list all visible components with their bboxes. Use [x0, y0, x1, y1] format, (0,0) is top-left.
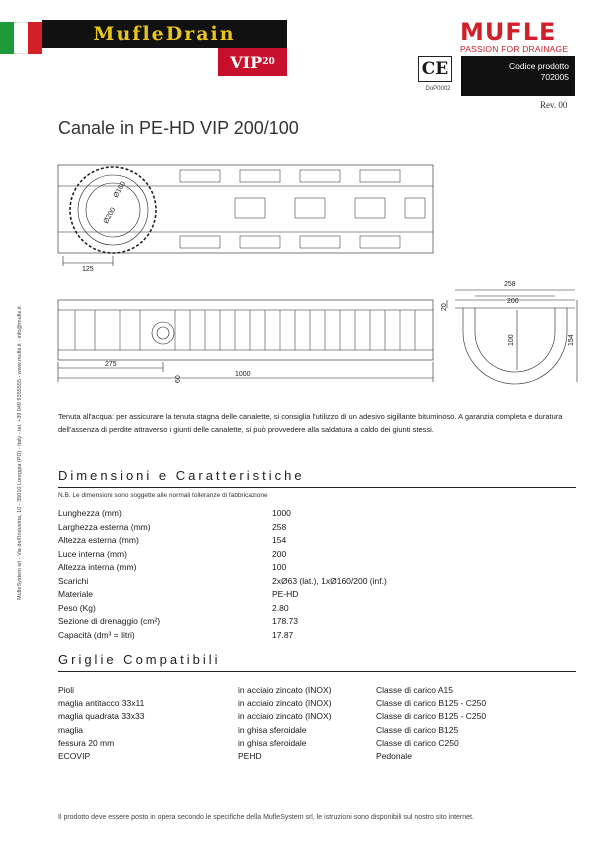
italian-flag: [0, 22, 42, 54]
spec-row: [58, 521, 576, 535]
spec-row: [58, 548, 576, 562]
grate-material: PEHD: [238, 750, 262, 761]
dim-154: 154: [568, 334, 575, 346]
dim-d160: Ø160: [112, 180, 128, 199]
dop-code: DoP0002: [425, 86, 451, 92]
spec-label: Altezza interna (mm): [58, 562, 137, 572]
spec-value: PE-HD: [272, 589, 299, 599]
grate-material: in acciaio zincato (INOX): [238, 698, 332, 709]
grate-material: in ghisa sferoidale: [238, 724, 307, 735]
spec-value: 17.87: [272, 629, 294, 640]
dim-200: 200: [507, 298, 519, 305]
technical-drawing: [55, 160, 580, 385]
spec-value: 100: [272, 562, 287, 572]
revision-label: Rev. 00: [540, 100, 568, 110]
specs-section: [58, 468, 576, 642]
dim-60: 60: [175, 375, 182, 383]
side-company-info: MufleSystem srl - Via dell'Industria, 10 - 35010 Loreggia (PD) - Italy - tel. +39 049 9355555 - www.mufle.it - info@mufle.it: [17, 306, 23, 600]
dim-20: 20: [441, 303, 448, 311]
spec-value: 200: [272, 548, 287, 559]
spec-row: [58, 602, 576, 616]
grate-type: maglia antitacco 33x11: [58, 698, 145, 709]
spec-label: Peso (Kg): [58, 602, 96, 613]
dim-1000: 1000: [235, 371, 251, 378]
spec-value: 2xØ63 (lat.), 1xØ160/200 (inf.): [272, 575, 387, 586]
dim-100: 100: [508, 334, 515, 346]
dim-125: 125: [82, 266, 94, 273]
product-code-value: 702005: [540, 72, 569, 82]
spec-label: Sezione di drenaggio (cm²): [58, 616, 161, 626]
ce-mark-icon: CE: [418, 56, 452, 82]
grate-type: ECOVIP: [58, 750, 91, 761]
spec-row: [58, 588, 576, 602]
specs-note: N.B. Le dimensioni sono soggette alle normali tolleranze di fabbricazione: [58, 492, 268, 499]
grate-row: [58, 684, 576, 697]
grate-type: maglia quadrata 33x33: [58, 711, 145, 722]
company-name: MUFLE: [460, 18, 557, 46]
grates-section: [58, 652, 576, 763]
spec-row: [58, 561, 576, 575]
spec-label: Luce interna (mm): [58, 548, 127, 559]
spec-row: [58, 575, 576, 589]
grate-material: in acciaio zincato (INOX): [238, 711, 332, 722]
grate-row: [58, 710, 576, 723]
spec-value: 1000: [272, 508, 291, 518]
dim-258: 258: [504, 281, 516, 288]
grate-load-class: Classe di carico A15: [376, 685, 454, 695]
spec-label: Capacità (dm³ = litri): [58, 629, 135, 640]
grate-type: fessura 20 mm: [58, 737, 115, 748]
spec-row: [58, 629, 576, 643]
grate-load-class: Pedonale: [376, 750, 412, 761]
grate-row: [58, 697, 576, 710]
company-tagline: PASSION FOR DRAINAGE: [460, 44, 569, 54]
spec-label: Scarichi: [58, 575, 89, 586]
grate-row: [58, 737, 576, 750]
product-code-box: [461, 56, 575, 96]
company-logo: [460, 20, 575, 54]
grate-load-class: Classe di carico B125 - C250: [376, 698, 487, 709]
cross-section: [455, 300, 575, 384]
waterproofing-note: Tenuta all'acqua: per assicurare la tenuta stagna delle canalette, si consiglia l'utilizzo di un adesivo sigillante bituminoso. A garanzia completa e duratura dell'assenza di perdite attraverso i giunti delle canalette, si può provvedere alla saldatura a caldo dei giunti stessi.: [58, 412, 563, 434]
dim-d200: Ø200: [102, 206, 118, 225]
spec-value: 2.80: [272, 602, 289, 613]
footer-note: Il prodotto deve essere posto in opera secondo le specifiche della MufleSystem srl, le istruzioni sono disponibili sul nostro sito internet.: [58, 814, 474, 821]
brand-logo: MufleDrain: [42, 20, 287, 48]
specs-heading: Dimensioni e Caratteristiche: [58, 468, 576, 488]
grate-type: maglia: [58, 724, 84, 735]
spec-label: Larghezza esterna (mm): [58, 521, 151, 532]
grates-heading: Griglie Compatibili: [58, 652, 576, 672]
vip-badge-sub: 20: [262, 57, 275, 67]
spec-row: [58, 615, 576, 629]
spec-value: 258: [272, 521, 287, 532]
spec-value: 178.73: [272, 616, 298, 626]
spec-label: Lunghezza (mm): [58, 508, 122, 518]
vip-badge-main: VIP: [230, 52, 263, 72]
grate-load-class: Classe di carico B125 - C250: [376, 711, 487, 722]
grate-material: in ghisa sferoidale: [238, 737, 307, 748]
product-code-label: Codice prodotto: [508, 61, 569, 71]
spec-value: 154: [272, 535, 287, 545]
grates-table: [58, 684, 576, 763]
grate-material: in acciaio zincato (INOX): [238, 685, 332, 695]
spec-row: [58, 534, 576, 548]
grate-load-class: Classe di carico B125: [376, 724, 459, 735]
dim-275: 275: [105, 361, 117, 368]
vip-badge: [218, 48, 287, 76]
side-view: [58, 300, 433, 360]
page-title: Canale in PE-HD VIP 200/100: [58, 118, 299, 138]
grate-row: [58, 724, 576, 737]
grate-load-class: Classe di carico C250: [376, 737, 459, 748]
grate-type: Pioli: [58, 685, 75, 695]
spec-row: [58, 507, 576, 521]
spec-label: Materiale: [58, 589, 93, 599]
specs-table: [58, 507, 576, 642]
spec-label: Altezza esterna (mm): [58, 535, 139, 545]
grate-row: [58, 750, 576, 763]
